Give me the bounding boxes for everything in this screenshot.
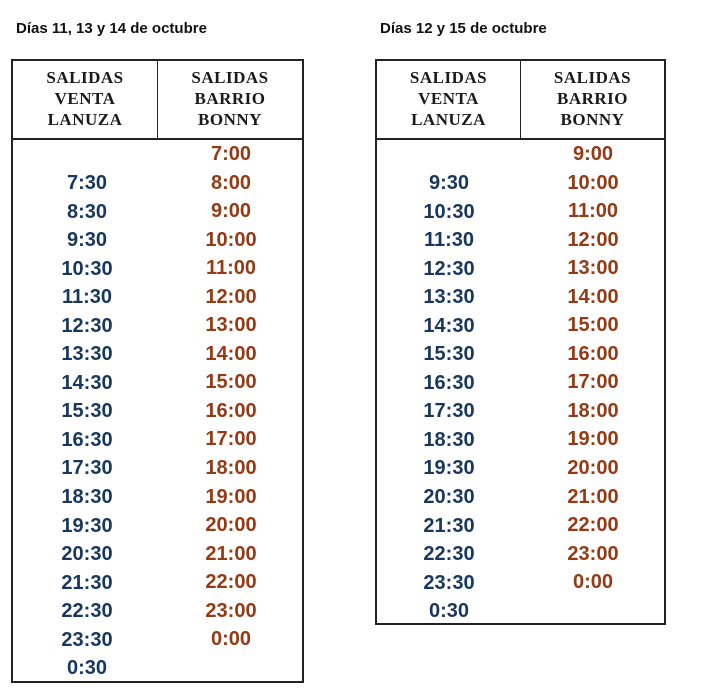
barrio-bonny-time: 13:00 <box>205 314 257 337</box>
header-line: SALIDAS <box>553 68 632 87</box>
venta-lanuza-time: 15:30 <box>423 343 475 366</box>
table-header <box>377 61 664 140</box>
barrio-bonny-time: 20:00 <box>205 514 257 537</box>
barrio-bonny-time: 14:00 <box>205 342 257 365</box>
barrio-bonny-time: 17:00 <box>567 371 619 394</box>
venta-lanuza-time: 12:30 <box>61 314 113 337</box>
venta-lanuza-time: 17:30 <box>61 457 113 480</box>
venta-lanuza-time: 7:30 <box>66 172 108 194</box>
venta-lanuza-time: 18:30 <box>61 486 113 509</box>
barrio-bonny-time: 22:00 <box>567 514 619 537</box>
barrio-bonny-time: 22:00 <box>205 571 257 594</box>
venta-lanuza-time: 10:30 <box>423 200 475 223</box>
header-line: SALIDAS <box>46 68 124 87</box>
barrio-bonny-time: 13:00 <box>567 257 619 280</box>
barrio-bonny-time: 23:00 <box>567 542 619 565</box>
venta-lanuza-time: 15:30 <box>61 400 113 423</box>
header-line: BONNY <box>198 110 262 129</box>
barrio-bonny-time: 19:00 <box>567 428 619 451</box>
barrio-bonny-time: 9:00 <box>572 143 614 165</box>
venta-lanuza-time: 16:30 <box>423 371 475 394</box>
venta-lanuza-time: 21:30 <box>61 571 113 594</box>
barrio-bonny-column <box>523 140 663 597</box>
header-line: BARRIO <box>194 89 266 108</box>
barrio-bonny-time: 9:00 <box>210 200 252 223</box>
header-barrio-bonny <box>520 61 664 138</box>
header-barrio-bonny <box>157 61 302 138</box>
barrio-bonny-time: 12:00 <box>567 228 619 251</box>
barrio-bonny-time: 0:00 <box>210 628 252 651</box>
venta-lanuza-time: 19:30 <box>423 457 475 480</box>
header-line: BARRIO <box>556 89 628 108</box>
barrio-bonny-time: 16:00 <box>567 342 619 365</box>
venta-lanuza-time: 0:30 <box>66 657 108 680</box>
barrio-bonny-time: 11:00 <box>205 257 257 280</box>
venta-lanuza-time: 12:30 <box>423 257 475 280</box>
venta-lanuza-time: 14:30 <box>61 371 113 394</box>
header-line: SALIDAS <box>409 68 488 87</box>
schedule-title-2: Días 12 y 15 de octubre <box>380 20 547 37</box>
venta-lanuza-column <box>17 169 157 683</box>
venta-lanuza-time: 0:30 <box>428 600 470 623</box>
header-line: VENTA <box>418 89 479 108</box>
barrio-bonny-time: 16:00 <box>205 399 257 422</box>
header-venta-lanuza <box>377 61 520 138</box>
venta-lanuza-time: 8:30 <box>66 200 108 223</box>
venta-lanuza-time: 14:30 <box>423 314 475 337</box>
barrio-bonny-time: 15:00 <box>205 371 257 394</box>
schedule-title-1: Días 11, 13 y 14 de octubre <box>16 20 207 37</box>
barrio-bonny-time: 23:00 <box>205 599 257 622</box>
schedule-table-1 <box>11 59 304 683</box>
venta-lanuza-time: 13:30 <box>61 343 113 366</box>
header-line: SALIDAS <box>191 68 269 87</box>
table-header <box>13 61 302 140</box>
venta-lanuza-time: 23:30 <box>61 628 113 651</box>
venta-lanuza-time: 16:30 <box>61 428 113 451</box>
barrio-bonny-time: 8:00 <box>210 171 252 194</box>
venta-lanuza-time: 17:30 <box>423 400 475 423</box>
barrio-bonny-time: 14:00 <box>567 285 619 308</box>
venta-lanuza-time: 18:30 <box>423 428 475 451</box>
barrio-bonny-time: 11:00 <box>567 200 619 223</box>
header-line: VENTA <box>54 89 116 108</box>
schedule-table-2 <box>375 59 666 625</box>
barrio-bonny-time: 17:00 <box>205 428 257 451</box>
venta-lanuza-time: 21:30 <box>423 514 475 537</box>
barrio-bonny-time: 10:00 <box>567 171 619 194</box>
barrio-bonny-column <box>161 140 301 654</box>
header-line: LANUZA <box>411 110 486 129</box>
header-line: BONNY <box>560 110 625 129</box>
barrio-bonny-time: 12:00 <box>205 285 257 308</box>
header-venta-lanuza <box>13 61 157 138</box>
venta-lanuza-time: 20:30 <box>423 486 475 509</box>
venta-lanuza-time: 22:30 <box>423 543 475 566</box>
barrio-bonny-time: 20:00 <box>567 457 619 480</box>
venta-lanuza-time: 20:30 <box>61 543 113 566</box>
venta-lanuza-time: 19:30 <box>61 514 113 537</box>
barrio-bonny-time: 18:00 <box>567 399 619 422</box>
barrio-bonny-time: 21:00 <box>567 485 619 508</box>
barrio-bonny-time: 18:00 <box>205 457 257 480</box>
header-line: LANUZA <box>47 110 123 129</box>
barrio-bonny-time: 15:00 <box>567 314 619 337</box>
barrio-bonny-time: 19:00 <box>205 485 257 508</box>
venta-lanuza-time: 9:30 <box>66 229 108 252</box>
venta-lanuza-time: 22:30 <box>61 600 113 623</box>
barrio-bonny-time: 7:00 <box>210 143 252 165</box>
barrio-bonny-time: 21:00 <box>205 542 257 565</box>
venta-lanuza-column <box>379 169 519 626</box>
venta-lanuza-time: 9:30 <box>428 172 470 194</box>
barrio-bonny-time: 10:00 <box>205 228 257 251</box>
venta-lanuza-time: 13:30 <box>423 286 475 309</box>
venta-lanuza-time: 23:30 <box>423 571 475 594</box>
barrio-bonny-time: 0:00 <box>572 571 614 594</box>
venta-lanuza-time: 11:30 <box>61 286 113 309</box>
venta-lanuza-time: 10:30 <box>61 257 113 280</box>
venta-lanuza-time: 11:30 <box>423 229 475 252</box>
